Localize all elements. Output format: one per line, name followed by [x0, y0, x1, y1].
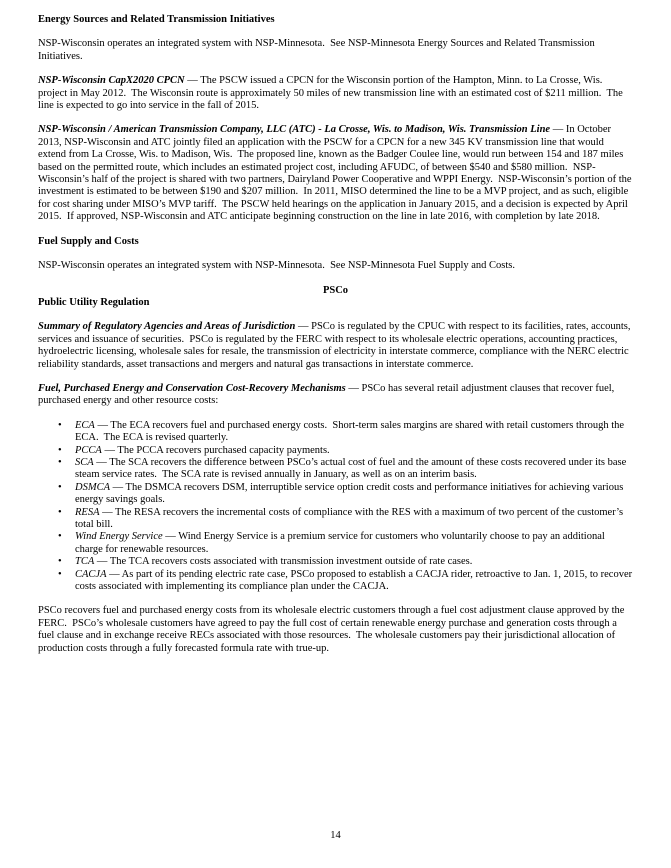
bullet-list	[38, 420, 633, 594]
bullet-icon: •	[58, 568, 62, 580]
bullet-item	[38, 507, 633, 532]
bullet-term: DSMCA	[75, 481, 110, 493]
bullet-text: TCA — The TCA recovers costs associated with transmission investment outside of rate cases.	[75, 556, 473, 568]
bullet-item	[38, 569, 633, 594]
paragraph: PSCo recovers fuel and purchased energy costs from its wholesale electric customers through a fuel cost adjustment clause approved by the FERC. PSCo’s wholesale customers have agreed to pay the full cost of certain renewable energy purchase and generation costs through a fuel clause and in exchange receive RECs associated with those resources. The wholesale customers pay their jurisdictional allocation of production costs through a fully forecasted formula rate with true-up.	[38, 605, 628, 654]
bullet-term: TCA	[75, 556, 95, 568]
bullet-item	[38, 445, 633, 457]
paragraph: NSP-Wisconsin operates an integrated system with NSP-Minnesota. See NSP-Minnesota Fuel Supply and Costs.	[38, 260, 516, 272]
bullet-item	[38, 420, 633, 445]
paragraph-lead: Fuel, Purchased Energy and Conservation Cost-Recovery Mechanisms	[38, 382, 346, 394]
bullet-item	[38, 457, 633, 482]
lead-paragraph: NSP-Wisconsin CapX2020 CPCN — The PSCW issued a CPCN for the Wisconsin portion of the Hampton, Minn. to La Crosse, Wis. project in May 2012. The Wisconsin route is approximately 50 miles of new transmission line with an estimated cost of $211 million. The line is expected to go into service in the fall of 2015.	[38, 75, 626, 112]
bullet-icon: •	[58, 506, 62, 518]
paragraph: NSP-Wisconsin operates an integrated system with NSP-Minnesota. See NSP-Minnesota Energy Sources and Related Transmission Initiatives.	[38, 38, 598, 62]
bullet-text: RESA — The RESA recovers the incremental costs of compliance with the RES with a maximum of two percent of the customer’s total bill.	[75, 506, 626, 530]
section-heading: Public Utility Regulation	[38, 296, 150, 308]
centered-heading: PSCo	[322, 284, 349, 296]
bullet-text: PCCA — The PCCA recovers purchased capacity payments.	[75, 444, 330, 456]
bullet-icon: •	[58, 456, 62, 468]
bullet-text: ECA — The ECA recovers fuel and purchased energy costs. Short-term sales margins are shared with retail customers through the ECA. The ECA is revised quarterly.	[75, 419, 627, 444]
lead-paragraph: NSP-Wisconsin / American Transmission Company, LLC (ATC) - La Crosse, Wis. to Madison, Wis. Transmission Line — In October 2013, NSP-Wisconsin and ATC jointly filed an application with the PSCW for a CPCN for a new 345 KV transmission line that would extend from La Crosse, Wis. to Madison, Wis. The proposed line, known as the Badger Coulee line, would run between 154 and 187 miles based on the permitted route, which includes an estimated project cost, including AFUDC, of between $540 and $580 million. NSP-Wisconsin’s half of the project is shared with two partners, Dairyland Power Cooperative and WPPI Energy. NSP-Wisconsin’s portion of the investment is estimated to be between $190 and $207 million. In 2011, MISO determined the line to be a MVP project, and as such, eligible for cost sharing under MISO’s MVP tariff. The PSCW held hearings on the application in January 2015, and a decision is expected by April 2015. If approved, NSP-Wisconsin and ATC anticipate beginning construction on the line in late 2016, with completion by late 2018.	[38, 124, 635, 223]
bullet-text: DSMCA — The DSMCA recovers DSM, interruptible service option credit costs and performance initiatives for achieving various energy savings goals.	[75, 481, 626, 506]
section-heading: Energy Sources and Related Transmission Initiatives	[38, 14, 275, 25]
bullet-item	[38, 482, 633, 507]
section-heading: Fuel Supply and Costs	[38, 235, 139, 247]
bullet-icon: •	[58, 556, 62, 568]
bullet-term: Wind Energy Service	[75, 531, 163, 543]
bullet-text: CACJA — As part of its pending electric rate case, PSCo proposed to establish a CACJA rider, retroactive to Jan. 1, 2015, to recover costs associated with implementing its compliance plan under the CACJA.	[75, 568, 635, 593]
bullet-item	[38, 556, 633, 568]
bullet-term: ECA	[75, 419, 95, 431]
lead-paragraph: Fuel, Purchased Energy and Conservation Cost-Recovery Mechanisms — PSCo has several retail adjustment clauses that recover fuel, purchased energy and other resource costs:	[38, 382, 617, 407]
bullet-icon: •	[58, 444, 62, 456]
bullet-icon: •	[58, 481, 62, 493]
lead-paragraph: Summary of Regulatory Agencies and Areas of Jurisdiction — PSCo is regulated by the CPUC with respect to its facilities, rates, accounts, services and issuance of securities. PSCo is regulated by the FERC with respect to its wholesale electric operations, accounting practices, hydroelectric licensing, wholesale sales for resale, the transmission of electricity in interstate commerce, compliance with the NERC electric reliability standards, asset transactions and mergers and natural gas transactions in interstate commerce.	[38, 321, 634, 370]
bullet-icon: •	[58, 531, 62, 543]
paragraph-lead: NSP-Wisconsin CapX2020 CPCN	[38, 75, 185, 87]
paragraph-lead: NSP-Wisconsin / American Transmission Company, LLC (ATC) - La Crosse, Wis. to Madison, Wis. Transmission Line	[38, 124, 551, 136]
bullet-term: CACJA	[75, 568, 107, 580]
bullet-term: PCCA	[75, 444, 102, 456]
bullet-text: SCA — The SCA recovers the difference between PSCo’s actual cost of fuel and the amount of these costs recovered under its base steam service rates. The SCA rate is revised annually in January, as well as on an interim basis.	[75, 456, 629, 481]
bullet-text: Wind Energy Service — Wind Energy Service is a premium service for customers who voluntarily choose to pay an additional charge for renewable resources.	[75, 531, 608, 555]
page-number: 14	[330, 829, 341, 841]
bullet-icon: •	[58, 419, 62, 431]
bullet-term: RESA	[75, 506, 100, 518]
bullet-term: SCA	[75, 456, 94, 468]
bullet-item	[38, 531, 633, 556]
document-content	[38, 14, 633, 655]
paragraph-lead: Summary of Regulatory Agencies and Areas of Jurisdiction	[38, 321, 296, 333]
